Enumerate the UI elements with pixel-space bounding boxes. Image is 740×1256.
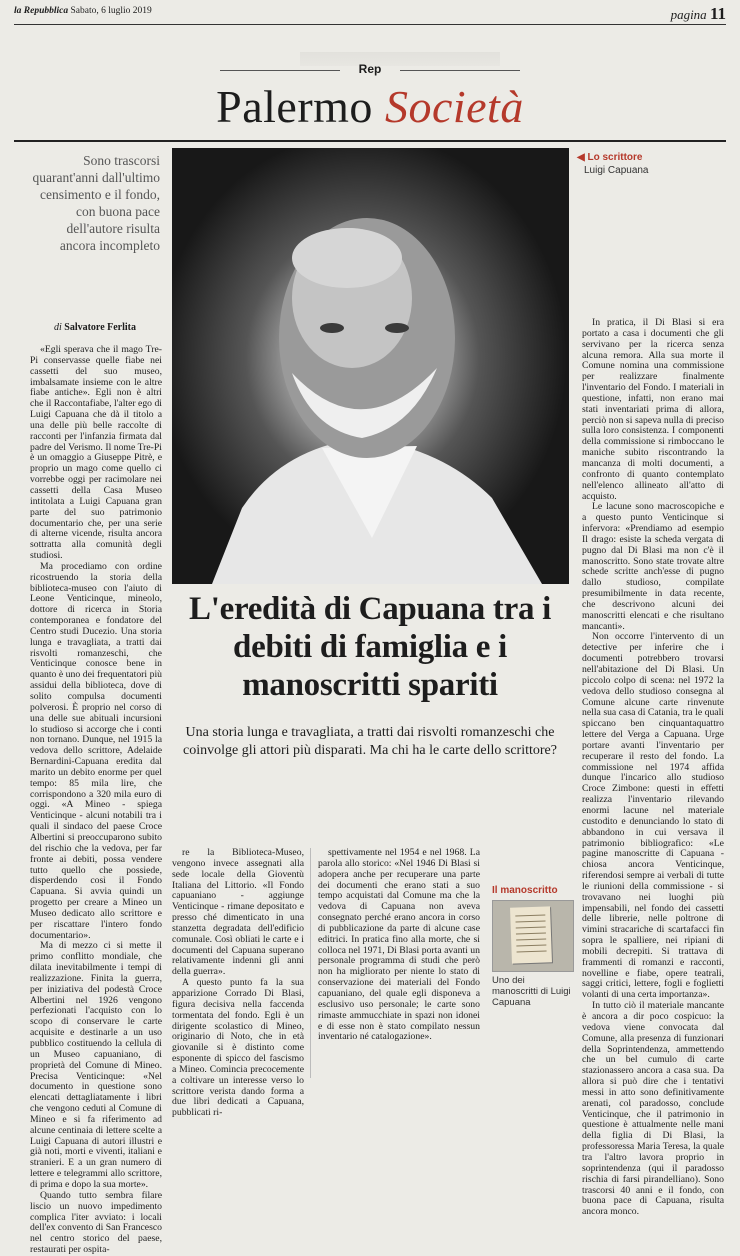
manuscript-caption: Uno dei manoscritti di Luigi Capuana (492, 975, 571, 1008)
page-label: pagina (670, 7, 707, 22)
box-label: Il manoscritto (492, 885, 558, 896)
subhead: Sono trascorsi quarant'anni dall'ultimo censimento e il fondo, con buona pace dell'autore risulta ancora incompleto (32, 153, 160, 253)
article-column-4 (582, 317, 724, 1218)
col1-paragraph: Ma procediamo con ordine ricostruendo la storia della biblioteca-museo con l'aiuto di Leone Venticinque, mineolo, dottore di ricerca in Storia contemporanea e fondatore del Centro studi Ducezio. Una storia lunga e travagliata, a tratti dai risvolti romanzeschi, che Venticinque conosce bene in quanto è uno dei frequentatori più assidui della biblioteca, dove di solito compulsa documenti polverosi. È proprio nel corso di una delle sue abituali incursioni lo studioso si accorge che i conti non tornano. Dunque, nel 1915 la vedova dello scrittore, Adelaide Bernardini-Capuana eredita dal marito un debito enorme per quel tempo: 85 mila lire, che corrispondono a 320 mila euro di oggi. «A Mineo - spiega Venticinque - alcuni notabili tra i quali il sindaco del paese Croce Albertini si preoccuparono subito del rischio che la vedova, per far fronte ai debiti, possa vendere tutto quello che possiede, disperdendo così il Fondo Capuana. Si avvia quindi un progetto per creare a Mineo un Museo dedicato allo scrittore e per riscattare l'intero fondo documentario». (30, 560, 162, 941)
article-column-3 (318, 848, 480, 1080)
col4-paragraph: Non occorre l'intervento di un detective per inferire che i documenti potrebbero trovarsi nell'abitazione del Di Blasi. Un piccolo colpo di scena: nel 1972 la vedova dello studioso consegna al Comune alcune carte rinvenute nella sua casa di Catania, tra le quali spiccano ben cinquantaquattro lettere del Verga a Capuana. Urge portare avanti l'inventario per recuperare il resto del fondo. La commissione nel 1974 affida dunque l'incarico allo studioso Croce Zimbone: questi in effetti realizza l'inventario rilevando enormi lacune nel materiale custodito e denunciando lo stato di abbandono in cui versava il patrimonio bibliografico: «Le pagine manoscritte di Capuana - chiosa ancora Venticinque, riferendosi sempre ai verbali di tutte le riunioni della commissione - si trovavano nei luoghi più impensabili, nel fondo dei cassetti delle librerie, nelle poltrone di vimini stracariche di scartafacci fin sopra le spalliere, nei ripiani di mobili decrepiti. Si trattava di frammenti di romanzi e racconti, novelline e fiabe, opere teatrali, saggi critici, lettere, fogli e foglietti volanti di una certa importanza». (582, 631, 724, 1001)
article-column-1 (30, 344, 162, 1256)
page-number: 11 (709, 4, 726, 23)
byline-author: Salvatore Ferlita (64, 322, 137, 333)
col1-paragraph: Ma di mezzo ci si mette il primo conflitto mondiale, che dilata inevitabilmente i tempi di realizzazione. Finita la guerra, per iniziativa del podestà Croce Albertini nel 1926 vengono perfezionati l'acquisto con lo scopo di conservare le carte acquisite e destinarle a un uso pubblico costituendo la cellula di un Museo capuaniano, di proprietà del Comune di Mineo. Precisa Venticinque: «Nel documento in questione sono elencati dettagliatamente i libri che vengono ceduti al Comune di Mineo e si fa riferimento ad alcune centinaia di lettere scelte a Luigi Capuana di autori illustri e già noti, morti e viventi, italiani e stranieri. E a un gran numero di lettere e telegrammi allo scrittore, di prima e dopo la sua morte». (30, 940, 162, 1190)
column-divider (310, 848, 311, 1078)
portrait-illustration (172, 148, 569, 584)
bleed-through (300, 52, 500, 66)
byline-prefix: di (53, 322, 62, 333)
col2-paragraph: re la Biblioteca-Museo, vengono invece assegnati alla sede locale della Gioventù Italiana del Littorio. «Il Fondo capuaniano - aggiunge Venticinque - rimane depositato e presso ché dimenticato in una stanzetta degradata dell'edificio comunale. Così obliati le carte e i documenti del Capuana superano relativamente indenni gli anni della guerra». (172, 847, 304, 978)
photo-caption-label: ◀ Lo scrittore (577, 152, 643, 163)
article-deck: Una storia lunga e travagliata, a tratti dai risvolti romanzeschi che coinvolge gli attori più disparati. Ma chi ha le carte dello scrittore? (183, 725, 557, 758)
photo-caption-name: Luigi Capuana (584, 165, 649, 176)
col1-paragraph: «Egli sperava che il mago Tre-Pi conservasse quelle fiabe nei cassetti del suo museo, imbalsamate insieme con le altre fiabe antiche». Egli non è altri che il Raccontafiabe, l'alter ego di Luigi Capuana che dà il titolo a una delle più belle raccolte di racconti per l'infanzia firmata dal padre del Verismo. Il nome Tre-Pi è un omaggio a Giuseppe Pitrè, e proprio un mago come quello ci vorrebbe oggi per racimolare nei cassetti della Casa Museo intitolata a Luigi Capuana gran parte del suo patrimonio documentario che, per una serie di alterne vicende, risulta ancora sottratta alla comunità degli studiosi. (30, 344, 162, 562)
col1-paragraph: Quando tutto sembra filare liscio un nuovo impedimento complica l'iter avviato: i locali dell'ex convento di San Francesco nel centro storico del paese, restaurati per ospita- (30, 1189, 162, 1256)
byline (30, 322, 160, 333)
section-name: Società (384, 81, 524, 132)
col4-paragraph: Le lacune sono macroscopiche e a questo punto Venticinque si infervora: «Prendiamo ad esempio Il drago: esiste la scheda vergata di pugno dal Di Blasi ma non c'è il manoscritto. Sono state trovate altre schede scritte anch'esse di pugno dallo studioso, compilate presumibilmente in data recente, che descrivono alcuni dei manoscritti elencati e che risultano mancanti». (582, 501, 724, 632)
section-city: Palermo (216, 81, 373, 132)
col4-paragraph: In tutto ciò il materiale mancante è ancora a dir poco cospicuo: la vedova viene convocata dal Comune, alla presenza di funzionari della Soprintendenza, ammettendo che un bel cumulo di carte stazionassero ancora a casa sua. Da allora si può dire che i tentativi messi in atto sono definitivamente arenati, col paradosso, conclude Venticinque, che il patrimonio in questione è attualmente nelle mani della figlia di Di Blasi, la professoressa Maria Teresa, la quale tra l'altro lavora proprio in soprintendenza (qui il paradosso rischia di farsi pirandelliano). Sono trascorsi 40 anni e il fondo, con buona pace di Capuana, risulta ancora monco. (582, 1000, 724, 1218)
newspaper-brand: la Repubblica (14, 6, 69, 16)
page-indicator (671, 4, 726, 24)
section-rule (14, 140, 726, 142)
article-headline: L'eredità di Capuana tra i debiti di famiglia e i manoscritti spariti (189, 591, 551, 703)
manuscript-image (492, 900, 574, 972)
issue-date: Sabato, 6 luglio 2019 (70, 6, 152, 16)
author-portrait (172, 148, 569, 584)
masthead (14, 6, 152, 16)
kicker-rule-right (400, 70, 520, 71)
col4-paragraph: In pratica, il Di Blasi si era portato a casa i documenti che gli servivano per la ricerca senza alcuna remora. Alla sua morte il Comune nomina una commissione per realizzare finalmente l'inventario del Fondo. I materiali in questione, infatti, non erano mai stati inventariati prima di allora, perciò non si sapeva nulla di preciso sulla loro consistenza. I componenti della commissione si rimboccano le maniche subito riscontrando la mancanza di molti documenti, a confronto di quanto contemplato nell'elenco allineato all'atto di acquisto. (582, 317, 724, 502)
section-title (0, 82, 740, 132)
kicker-rule-left (220, 70, 340, 71)
section-kicker: Rep (358, 62, 382, 76)
header-rule (14, 24, 726, 25)
col2-paragraph: A questo punto fa la sua apparizione Corrado Di Blasi, figura decisiva nella faccenda tormentata del fondo. Egli è un dirigente scolastico di Mineo, originario di Noto, che in età giovanile si è distinto come esponente di spicco del fascismo a Mineo. Comincia precocemente a coltivare un interesse verso lo scrittore verista dando forma a due libri dedicati a Capuana, pubblicati ri- (172, 977, 304, 1119)
article-column-2 (172, 847, 304, 1119)
col3-paragraph: spettivamente nel 1954 e nel 1968. La parola allo storico: «Nel 1946 Di Blasi si adopera anche per recuperare una parte dei documenti che erano stati a suo tempo acquistati dal Comune ma che la vedova di Capuana non aveva consegnato perché erano ancora in corso di pubblicazione da parte di alcune case editrici. In pratica fino alla morte, che si colloca nel 1971, Di Blasi porta avanti un personale programma di studi che però non ha migliorato per niente lo stato di conservazione dei materiali del Fondo capuaniano, del quale egli disponeva a esclusivo uso personale; le carte sono rimaste ammucchiate in spazi non idonei e di esse non è stato compilato nessun inventario né catalogazione». (318, 847, 480, 1043)
